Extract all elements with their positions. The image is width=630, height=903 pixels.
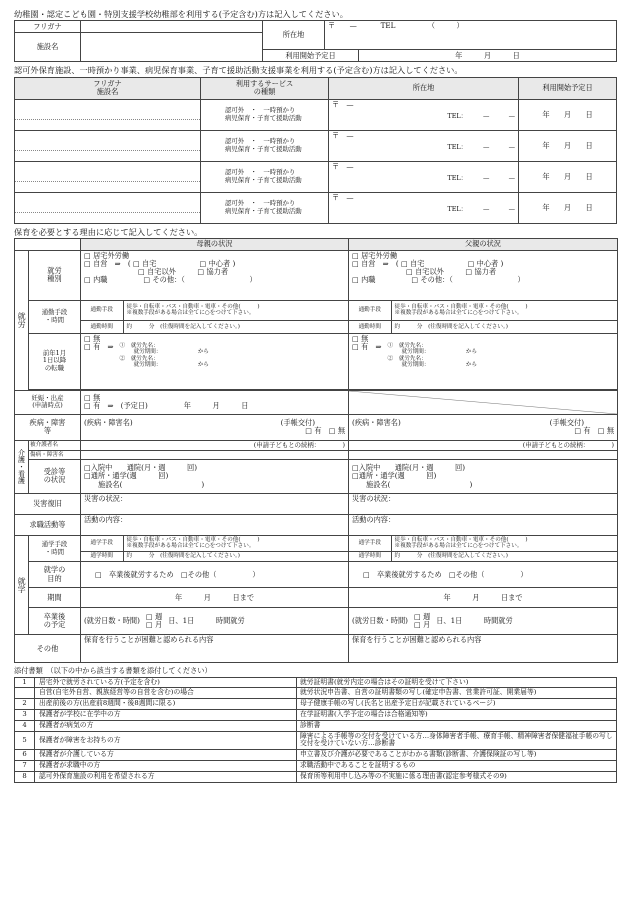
attach-condition: 保護者が病気の方 — [35, 720, 297, 731]
father-nyuin[interactable]: □入院中 通院(月・週 回) — [352, 462, 466, 472]
father-tsuin[interactable]: □通所・通学(週 回) — [352, 471, 437, 481]
attach-no: 3 — [15, 709, 35, 720]
attach-document: 保育所等利用申し込み等の不実施に係る理由書(認定参考様式その9) — [297, 771, 617, 782]
father-tsukin-jikan[interactable]: 約 分 (往復時間を記入してください。) — [394, 323, 508, 330]
mother-ninshin[interactable] — [81, 390, 349, 414]
father-ninshin-na — [349, 390, 618, 414]
father-shippei-name: (疾病・障害名) — [352, 417, 401, 427]
mother-tsugaku-jikan-label: 通学時間 — [81, 551, 123, 561]
mother-tsuin[interactable]: □通所・通学(週 回) — [84, 471, 169, 481]
mother-shuro-options[interactable]: □ 居宅外労働 □ 自営 ⇒ ( □ 自宅 □ 中心者 ) □ 自宅以外 □ 協力者 □ 内職 □ その他：（ ） — [81, 250, 349, 300]
mother-header: 母親の状況 — [81, 239, 349, 250]
mother-tsugaku-shudan-label: 通学手段 — [81, 536, 123, 551]
mother-tsukin-jikan-label: 通勤時間 — [81, 321, 123, 333]
ninka-service[interactable]: 認可外 ・ 一時預かり 病児保育・子育て援助活動 — [201, 192, 329, 223]
father-tsukin-shudan[interactable]: 徒歩・自転車・バス・自動車・電車・その他( ) ※複数手段がある場合は全てに○をつけて下さい。 — [391, 301, 617, 321]
father-yotei[interactable] — [349, 608, 618, 635]
ninka-service[interactable]: 認可外 ・ 一時預かり 病児保育・子育て援助活動 — [201, 130, 329, 161]
father-sonota[interactable]: □ その他：（ ） — [411, 275, 525, 285]
father-tenshoku[interactable] — [349, 333, 618, 389]
ninka-head-name: フリガナ 施設名 — [15, 77, 201, 99]
attach-document: 就労状況申告書、自営の証明書類の写し(確定申告書、営業許可証、開業届等) — [297, 688, 617, 699]
reason-corner — [15, 239, 81, 250]
mother-yotei[interactable] — [81, 608, 349, 635]
ninka-name-cell[interactable] — [15, 130, 201, 161]
mother-saigai[interactable]: 災害の状況： — [81, 493, 349, 514]
father-c1: ① — [387, 342, 394, 349]
father-kara2: から — [465, 362, 478, 369]
jushin-label: 受診等 の状況 — [29, 459, 81, 493]
mother-techo: (手帳交付) — [280, 417, 316, 427]
saigai-label: 災害復旧 — [15, 493, 81, 514]
father-shippei[interactable] — [349, 414, 618, 440]
mother-kyoryoku[interactable]: □ 協力者 — [197, 267, 229, 277]
mother-kikan[interactable]: 年 月 日まで — [81, 588, 349, 608]
mother-kyotaku[interactable]: □ 居宅外労働 — [84, 250, 130, 260]
mother-kikan2: 就労期間： — [133, 362, 159, 369]
father-sakimei2: 就労先名： — [398, 355, 427, 362]
mother-jitaku[interactable]: □ 自宅 — [132, 258, 157, 268]
attach-no: 6 — [15, 750, 35, 761]
father-jiei[interactable]: □ 自営 ⇒ — [352, 258, 389, 268]
mother-sakimei1: 就労先名： — [130, 342, 159, 349]
father-kara1: から — [465, 349, 478, 356]
mother-shippei[interactable] — [81, 414, 349, 440]
kinder-address-input[interactable] — [325, 21, 617, 50]
ninshin-label: 妊娠・出産 (申請時点) — [15, 390, 81, 414]
father-jushin[interactable] — [349, 459, 618, 493]
father-kyoryoku[interactable]: □ 協力者 — [465, 267, 497, 277]
attach-row — [15, 699, 617, 710]
ninka-tel: TEL： — — — [447, 112, 515, 121]
attach-no: 7 — [15, 761, 35, 772]
mother-nyuin[interactable]: □入院中 通院(月・週 回) — [84, 462, 198, 472]
kinder-name-input[interactable] — [81, 33, 263, 62]
attach-condition: 出産前後の方(出産前8週間・後8週間に限る) — [35, 699, 297, 710]
father-kikan2: 就労期間： — [401, 362, 427, 369]
ninka-date[interactable]: 年 月 日 — [519, 99, 617, 130]
mother-ninshin-nashi[interactable]: □ 無 — [84, 392, 101, 402]
attach-condition: 自営(自宅外自営、親族経営等の自営を含む)の場合 — [35, 688, 297, 699]
kinder-start-date[interactable]: 年 月 日 — [359, 50, 617, 62]
ninka-address[interactable] — [329, 130, 519, 161]
ninka-row — [15, 130, 617, 161]
attach-condition: 保護者が求職中の方 — [35, 761, 297, 772]
mother-yotei-text: (就労日数・時間) — [84, 616, 140, 626]
attach-no: 1 — [15, 677, 35, 688]
father-jitakuigai[interactable]: □ 自宅以外 — [406, 267, 444, 277]
attach-condition: 認可外保育施設の利用を希望される方 — [35, 771, 297, 782]
father-tsugaku-shudan[interactable]: 徒歩・自転車・バス・自動車・電車・その他( ) ※複数手段がある場合は全てに○をつけて下さい。 — [391, 536, 617, 551]
ninka-postal: 〒 — — [332, 99, 354, 109]
father-mokuteki[interactable]: □ 卒業後就労するため □その他（ ） — [349, 562, 618, 588]
father-tsugaku-jikan-label: 通学時間 — [349, 551, 391, 561]
shuro-label: 就労 — [15, 250, 29, 390]
attach-row — [15, 731, 617, 750]
father-tsuki[interactable]: □ 月 — [413, 620, 431, 630]
father-shisetsu[interactable]: 施設名( ) — [366, 479, 473, 489]
ninka-service[interactable]: 認可外 ・ 一時預かり 病児保育・子育て援助活動 — [201, 161, 329, 192]
father-tsukin-jikan-label: 通勤時間 — [349, 321, 391, 333]
mother-ninshin-ari[interactable]: □ 有 ⇒ (予定日) 年 月 日 — [84, 401, 249, 411]
attach-row — [15, 720, 617, 731]
mokuteki-label: 就学の 目的 — [29, 562, 81, 588]
attach-condition: 居宅外で就労されている方(予定を含む) — [35, 677, 297, 688]
attach-document: 母子健康手帳の写し(氏名と出産予定日が記載されているページ) — [297, 699, 617, 710]
mother-jiei[interactable]: □ 自営 ⇒ — [84, 258, 121, 268]
attach-row — [15, 761, 617, 772]
kinder-name-label: 施設名 — [15, 33, 81, 62]
reason-table — [14, 238, 618, 663]
kikan2-label: 期間 — [29, 588, 81, 608]
father-jitaku[interactable]: □ 自宅 — [400, 258, 425, 268]
father-shuro-options[interactable]: □ 居宅外労働 □ 自営 ⇒ ( □ 自宅 □ 中心者 ) □ 自宅以外 □ 協力者 □ 内職 □ その他：（ ） — [349, 250, 618, 300]
diagonal-strike — [349, 391, 617, 414]
kinder-furigana-input[interactable] — [81, 21, 263, 33]
ninka-address[interactable] — [329, 192, 519, 223]
father-yotei-text: (就労日数・時間) — [352, 616, 408, 626]
mother-sakimei2: 就労先名： — [130, 355, 159, 362]
shugaku-label: 就学 — [15, 535, 29, 634]
attach-no: 8 — [15, 771, 35, 782]
mother-c2: ② — [119, 355, 126, 362]
father-tsugaku[interactable] — [349, 535, 618, 561]
attach-document: 在学証明書(入学予定の場合は合格通知等) — [297, 709, 617, 720]
ninka-tel: TEL： — — — [447, 205, 515, 214]
attach-condition: 保護者が障害をお持ちの方 — [35, 731, 297, 750]
kaigo-sha-label: 被介護者名 — [29, 440, 81, 450]
attach-no: 4 — [15, 720, 35, 731]
ninka-date[interactable]: 年 月 日 — [519, 192, 617, 223]
father-kikan1: 就労期間： — [401, 349, 427, 356]
tsugaku-label: 通学手段 ・時間 — [29, 535, 81, 561]
kinder-table — [14, 20, 617, 62]
father-kyotaku[interactable]: □ 居宅外労働 — [352, 250, 398, 260]
attach-no — [15, 688, 35, 699]
father-tsugaku-jikan[interactable]: 約 分 (往復時間を記入してください。) — [394, 553, 508, 560]
mother-tenshoku-nashi[interactable]: □ 無 — [84, 333, 101, 343]
kinder-furigana-label: フリガナ — [15, 21, 81, 33]
father-header: 父親の状況 — [349, 239, 618, 250]
ninka-row — [15, 161, 617, 192]
attach-row — [15, 771, 617, 782]
mother-c1: ① — [119, 342, 126, 349]
father-byomei[interactable] — [349, 450, 618, 459]
attach-no: 2 — [15, 699, 35, 710]
father-saigai[interactable]: 災害の状況： — [349, 493, 618, 514]
ninka-row — [15, 99, 617, 130]
byomei-label: 傷病・障害名 — [29, 450, 81, 459]
ninka-section-title: 認可外保育施設、一時預かり事業、病児保育事業、子育て援助活動支援事業を利用する(予定含む)方は記入してください。 — [14, 65, 463, 76]
mother-nichi: 日、1日 時間就労 — [168, 616, 245, 626]
ninka-postal: 〒 — — [332, 161, 354, 171]
father-nichi: 日、1日 時間就労 — [436, 616, 513, 626]
attach-title: 添付書類 （以下の中から該当する書類を添付してください） — [14, 666, 212, 676]
ninka-date[interactable]: 年 月 日 — [519, 161, 617, 192]
father-shu[interactable]: □ 週 — [413, 611, 431, 621]
kyushoku-label: 求職活動等 — [15, 514, 81, 535]
father-tenshoku-nashi[interactable]: □ 無 — [352, 333, 369, 343]
father-chushin[interactable]: □ 中心者 — [467, 258, 499, 268]
mother-chushin[interactable]: □ 中心者 — [199, 258, 231, 268]
mother-tsugaku-jikan[interactable]: 約 分 (往復時間を記入してください。) — [126, 553, 240, 560]
attach-document: 障害による手帳等の交付を受けている方…身体障害者手帳、療育手帳、精神障害者保健福祉手帳の写し 交付を受けていない方…診断書 — [297, 731, 617, 750]
ninka-row — [15, 192, 617, 223]
mother-shippei-name: (疾病・障害名) — [84, 417, 133, 427]
father-techo-ari[interactable]: □ 有 □ 無 — [574, 426, 615, 436]
kaigo-label: 介護・看護 — [15, 440, 29, 493]
father-kyushoku[interactable]: 活動の内容： — [349, 514, 618, 535]
mother-kara1: から — [197, 349, 210, 356]
ninka-service[interactable]: 認可外 ・ 一時預かり 病児保育・子育て援助活動 — [201, 99, 329, 130]
ninka-date[interactable]: 年 月 日 — [519, 130, 617, 161]
tsukin-label: 通勤手段 ・時間 — [29, 300, 81, 333]
mother-tsukin-jikan[interactable]: 約 分 (往復時間を記入してください。) — [126, 323, 240, 330]
kinder-section-title: 幼稚園・認定こども園・特別支援学校幼稚部を利用する(予定含む)方は記入してください。 — [14, 9, 348, 19]
father-naishoku[interactable]: □ 内職 — [352, 275, 376, 285]
sonota-label: その他 — [15, 635, 81, 663]
father-tsukin[interactable] — [349, 300, 618, 333]
mother-shu[interactable]: □ 週 — [145, 611, 163, 621]
mother-mokuteki[interactable]: □ 卒業後就労するため □その他（ ） — [81, 562, 349, 588]
ninka-address[interactable] — [329, 161, 519, 192]
mother-shisetsu[interactable]: 施設名( ) — [98, 479, 205, 489]
mother-sonota-text[interactable]: 保育を行うことが困難と認められる内容 — [81, 635, 349, 663]
father-kikan[interactable]: 年 月 日まで — [349, 588, 618, 608]
attach-row — [15, 688, 617, 699]
attach-document: 診断書 — [297, 720, 617, 731]
mother-tsukin-shudan[interactable]: 徒歩・自転車・バス・自動車・電車・その他( ) ※複数手段がある場合は全てに○をつけて下さい。 — [123, 301, 348, 321]
attach-row — [15, 709, 617, 720]
mother-tsukin-shudan-label: 通勤手段 — [81, 301, 123, 321]
shuro-shubetsu-label: 就労 種別 — [29, 250, 81, 300]
mother-tenshoku[interactable] — [81, 333, 349, 389]
father-zokugara[interactable]: (申請子どもとの続柄： ) — [349, 440, 618, 450]
mother-zokugara[interactable]: (申請子どもとの続柄： ) — [81, 440, 349, 450]
ninka-name-cell[interactable] — [15, 161, 201, 192]
zennen-label: 前年1月 1日以降 の転職 — [29, 333, 81, 389]
attach-row — [15, 750, 617, 761]
kinder-start-label: 利用開始予定日 — [263, 50, 359, 62]
mother-sonota[interactable]: □ その他：（ ） — [143, 275, 257, 285]
ninka-head-service: 利用するサービス の種類 — [201, 77, 329, 99]
attach-condition: 保護者が学校に在学中の方 — [35, 709, 297, 720]
mother-byomei[interactable] — [81, 450, 349, 459]
yotei-label: 卒業後 の予定 — [29, 608, 81, 635]
ninka-name-cell[interactable] — [15, 192, 201, 223]
father-tsugaku-shudan-label: 通学手段 — [349, 536, 391, 551]
ninka-postal: 〒 — — [332, 130, 354, 140]
ninka-tel: TEL： — — — [447, 174, 515, 183]
ninka-table — [14, 77, 617, 224]
attach-no: 5 — [15, 731, 35, 750]
mother-jushin[interactable] — [81, 459, 349, 493]
mother-jitakuigai[interactable]: □ 自宅以外 — [138, 267, 176, 277]
ninka-head-address: 所在地 — [329, 77, 519, 99]
ninka-tel: TEL： — — — [447, 143, 515, 152]
mother-kara2: から — [197, 362, 210, 369]
kinder-postal: 〒 — — [328, 21, 357, 31]
ninka-name-cell[interactable] — [15, 99, 201, 130]
father-sonota-text[interactable]: 保育を行うことが困難と認められる内容 — [349, 635, 618, 663]
ninka-head-start: 利用開始予定日 — [519, 77, 617, 99]
mother-naishoku[interactable]: □ 内職 — [84, 275, 108, 285]
father-tenshoku-ari[interactable]: □ 有 ⇒ — [352, 341, 382, 351]
ninka-address[interactable] — [329, 99, 519, 130]
mother-tsukin[interactable] — [81, 300, 349, 333]
mother-tsugaku[interactable] — [81, 535, 349, 561]
attach-condition: 保護者が介護している方 — [35, 750, 297, 761]
father-techo: (手帳交付) — [549, 417, 585, 427]
mother-kikan1: 就労期間： — [133, 349, 159, 356]
kinder-tel: TEL （ ） — [380, 21, 464, 31]
attach-document: 求職活動中であることを証明するもの — [297, 761, 617, 772]
attach-document: 就労証明書(就労内定の場合はその証明を受けて下さい) — [297, 677, 617, 688]
mother-tsuki[interactable]: □ 月 — [145, 620, 163, 630]
attach-row — [15, 677, 617, 688]
mother-tsugaku-shudan[interactable]: 徒歩・自転車・バス・自動車・電車・その他( ) ※複数手段がある場合は全てに○をつけて下さい。 — [123, 536, 348, 551]
father-c2: ② — [387, 355, 394, 362]
reason-section-title: 保育を必要とする理由に応じて記入してください。 — [14, 226, 203, 237]
mother-tenshoku-ari[interactable]: □ 有 ⇒ — [84, 341, 114, 351]
mother-kyushoku[interactable]: 活動の内容： — [81, 514, 349, 535]
father-sakimei1: 就労先名： — [398, 342, 427, 349]
attach-document: 申立書及び介護が必要であることがわかる書類(診断書、介護保険証の写し等) — [297, 750, 617, 761]
ninka-postal: 〒 — — [332, 192, 354, 202]
father-tsukin-shudan-label: 通勤手段 — [349, 301, 391, 321]
attach-table — [14, 677, 617, 783]
kinder-address-label: 所在地 — [263, 21, 325, 50]
mother-techo-ari[interactable]: □ 有 □ 無 — [305, 426, 346, 436]
shippei-label: 疾病・障害 等 — [15, 414, 81, 440]
